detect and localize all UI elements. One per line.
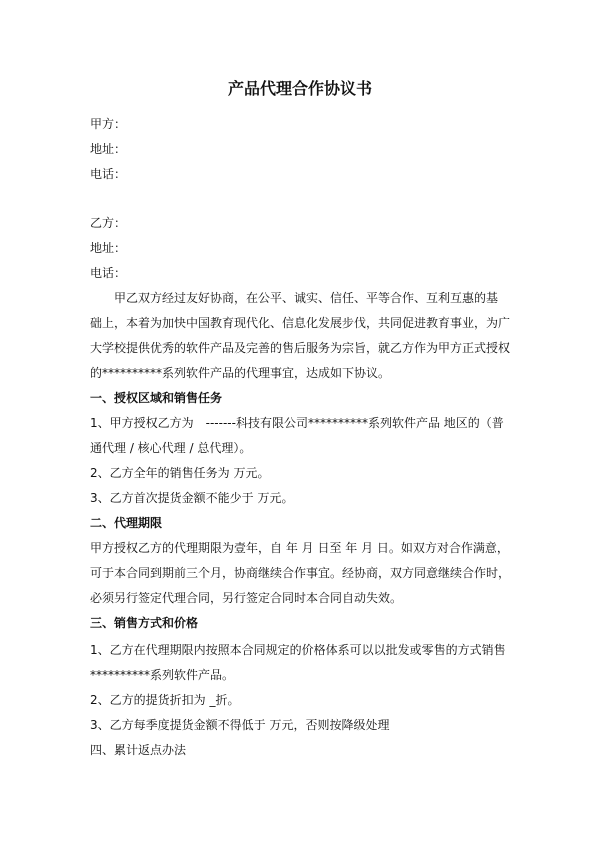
section-3-heading: 三、销售方式和价格 <box>90 616 199 630</box>
section-4-heading: 四、累计返点办法 <box>90 743 187 757</box>
preamble-line: 大学校提供优秀的软件产品及完善的售后服务为宗旨，就乙方作为甲方正式授权 <box>90 341 511 355</box>
party-b-name-label: 乙方： <box>90 216 127 230</box>
party-a-name-label: 甲方： <box>90 117 127 131</box>
section-3-item: **********系列软件产品。 <box>90 668 235 682</box>
party-a-phone-label: 电话： <box>90 167 127 181</box>
section-2-item: 甲方授权乙方的代理期限为壹年，自 年 月 日至 年 月 日。如双方对合作满意， <box>90 541 509 555</box>
section-2-heading: 二、代理期限 <box>90 516 163 530</box>
document-title: 产品代理合作协议书 <box>227 79 372 98</box>
section-1-item: 通代理 / 核心代理 / 总代理）。 <box>90 441 252 455</box>
party-b-phone-label: 电话： <box>90 266 127 280</box>
section-3-item: 2、乙方的提货折扣为 _折。 <box>90 693 240 707</box>
preamble-line: 础上，本着为加快中国教育现代化、信息化发展步伐，共同促进教育事业，为广 <box>90 316 511 330</box>
party-a-address-label: 地址： <box>90 142 127 156</box>
preamble-line: 的**********系列软件产品的代理事宜，达成如下协议。 <box>90 366 391 380</box>
section-1-item: 2、乙方全年的销售任务为 万元。 <box>90 466 270 480</box>
section-1-heading: 一、授权区域和销售任务 <box>90 391 223 405</box>
section-1-item: 3、乙方首次提货金额不能少于 万元。 <box>90 491 294 505</box>
section-1-item: 1、甲方授权乙方为 -------科技有限公司**********系列软件产品 地区的（普 <box>90 416 504 430</box>
section-2-item: 必须另行签定代理合同，另行签定合同时本合同自动失效。 <box>90 591 403 605</box>
section-3-item: 3、乙方每季度提货金额不得低于 万元，否则按降级处理 <box>90 718 390 732</box>
preamble-line: 甲乙双方经过友好协商，在公平、诚实、信任、平等合作、互利互惠的基 <box>90 291 499 305</box>
section-2-item: 可于本合同到期前三个月，协商继续合作事宜。经协商，双方同意继续合作时， <box>90 566 511 580</box>
section-3-item: 1、乙方在代理期限内按照本合同规定的价格体系可以以批发或零售的方式销售 <box>90 643 506 657</box>
party-b-address-label: 地址： <box>90 241 127 255</box>
